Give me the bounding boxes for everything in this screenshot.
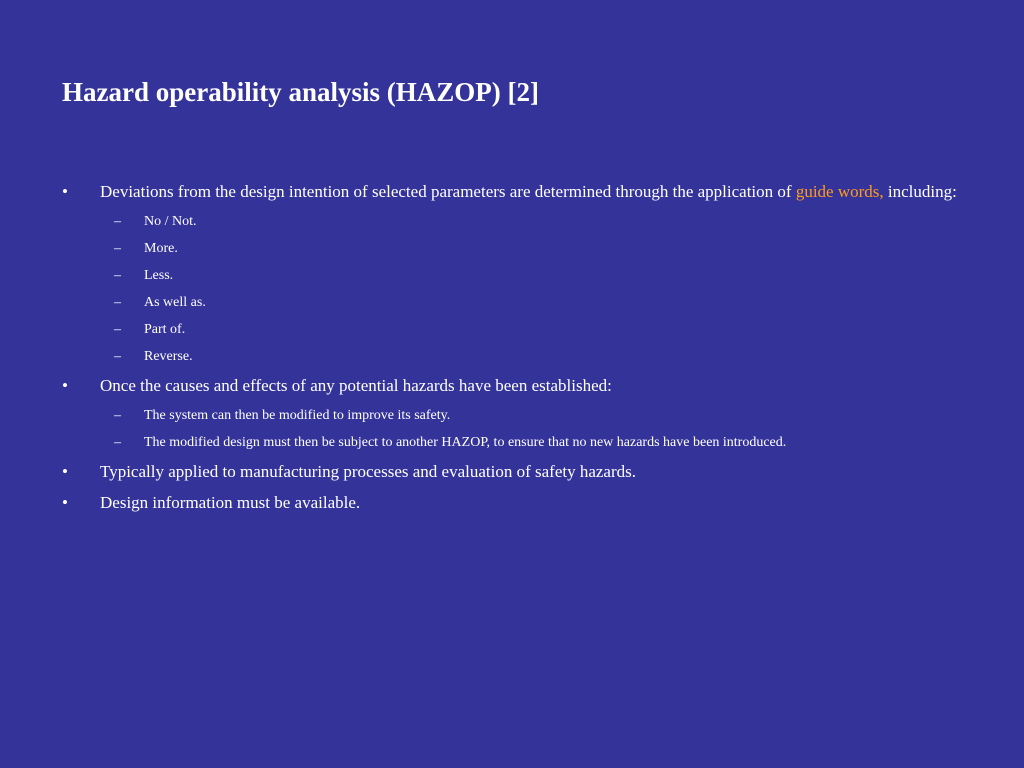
sub-bullet-item bbox=[62, 294, 962, 312]
bullet-item bbox=[62, 180, 962, 204]
bullet-item bbox=[62, 460, 962, 484]
bullet-text bbox=[100, 182, 957, 201]
sub-bullet-text: Reverse. bbox=[144, 349, 193, 364]
sub-bullet-marker: – bbox=[114, 295, 121, 310]
sub-bullet-marker: – bbox=[114, 408, 121, 423]
sub-bullet-item bbox=[62, 434, 962, 452]
bullet-text: Typically applied to manufacturing processes and evaluation of safety hazards. bbox=[100, 462, 637, 481]
sub-bullet-text: Less. bbox=[144, 268, 174, 283]
sub-bullet-text: Part of. bbox=[144, 322, 186, 337]
sub-bullet-marker: – bbox=[114, 349, 121, 364]
slide-title: Hazard operability analysis (HAZOP) [2] bbox=[62, 77, 539, 107]
sub-bullet-text: The modified design must then be subject to another HAZOP, to ensure that no new hazards have been introduced. bbox=[144, 435, 787, 450]
sub-bullet-item bbox=[62, 348, 962, 366]
bullet-text-part: Deviations from the design intention of selected parameters are determined through the application of bbox=[100, 182, 796, 201]
sub-bullet-item bbox=[62, 407, 962, 425]
sub-bullet-item bbox=[62, 321, 962, 339]
bullet-text-part: including: bbox=[883, 182, 957, 201]
sub-bullet-item bbox=[62, 267, 962, 285]
slide-content bbox=[62, 180, 962, 515]
sub-bullet-item bbox=[62, 240, 962, 258]
sub-bullet-text: More. bbox=[144, 241, 178, 256]
bullet-marker: • bbox=[62, 376, 68, 395]
bullet-text: Once the causes and effects of any potential hazards have been established: bbox=[100, 376, 612, 395]
sub-bullet-text: No / Not. bbox=[144, 214, 197, 229]
bullet-text: Design information must be available. bbox=[100, 493, 361, 512]
bullet-item bbox=[62, 491, 962, 515]
highlighted-term: guide words, bbox=[795, 182, 884, 201]
sub-bullet-marker: – bbox=[114, 268, 121, 283]
sub-bullet-marker: – bbox=[114, 214, 121, 229]
sub-bullet-marker: – bbox=[114, 322, 121, 337]
sub-bullet-text: As well as. bbox=[144, 295, 206, 310]
bullet-marker: • bbox=[62, 493, 68, 512]
sub-bullet-marker: – bbox=[114, 241, 121, 256]
bullet-item bbox=[62, 374, 962, 398]
bullet-marker: • bbox=[62, 462, 68, 481]
sub-bullet-marker: – bbox=[114, 435, 121, 450]
bullet-marker: • bbox=[62, 182, 68, 201]
sub-bullet-item bbox=[62, 213, 962, 231]
sub-bullet-text: The system can then be modified to improve its safety. bbox=[144, 408, 451, 423]
